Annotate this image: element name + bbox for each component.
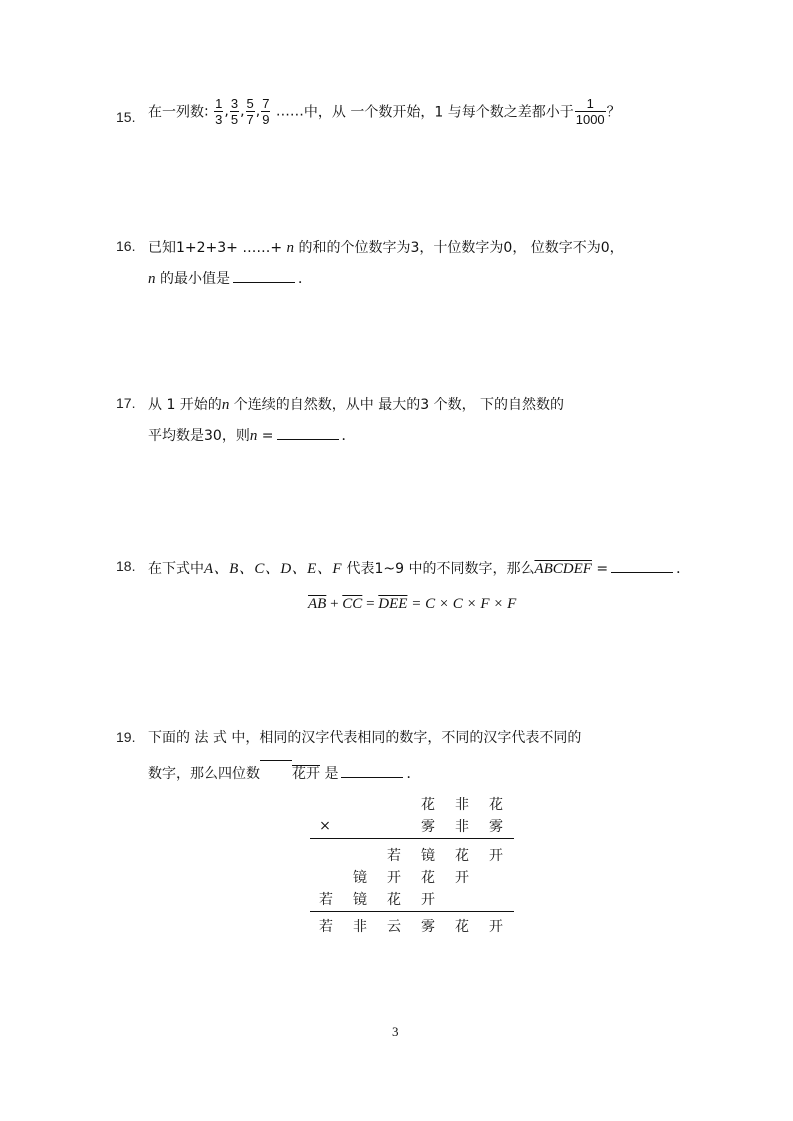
q19-line2-a: 数字，那么四位数 (148, 766, 260, 782)
mult-partial3-cell: 开 (421, 892, 435, 908)
mult-partial3-cell: 花 (387, 892, 401, 908)
q15-ellipsis: …… (275, 103, 304, 120)
q19-line2-b: 是 (324, 766, 339, 782)
question-number-19: 19. (116, 729, 136, 745)
q17-answer-blank[interactable] (277, 428, 339, 440)
q19-line2-over: 花开 (292, 766, 320, 782)
q17-line2-eq: = (261, 428, 274, 444)
eq-term-ab: $\overline{AB}$ (308, 596, 327, 612)
q17-line1-b: 个连续的自然数，从中 最大的3 个数， 下的自然数的 (233, 397, 565, 413)
q16-line1-a: 已知1+2+3+ ……+ (148, 240, 283, 256)
q15-colon: : (204, 103, 209, 120)
q18-middle: 代表1~9 中的不同数字，那么 (346, 561, 535, 577)
question-19-line-1: 下面的 法 式 中，相同的汉字代表相同的数字，不同的汉字代表不同的 (148, 730, 582, 746)
mult-partial1-cell: 开 (489, 848, 503, 864)
q15-suffix: ？ (606, 104, 621, 121)
eq-rest: = C × C × F × F (411, 596, 517, 612)
mult-row2-cell: 雾 (489, 819, 503, 835)
mult-partial2-cell: 镜 (353, 870, 367, 886)
mult-row1-cell: 花 (421, 797, 435, 813)
mult-result-cell: 非 (353, 919, 367, 935)
q17-line2-end: ． (341, 428, 356, 444)
q15-comma: , (240, 103, 245, 120)
q18-eq: = (596, 561, 609, 577)
q15-fraction-1: $\frac{1}{3}$ (215, 96, 223, 127)
q16-line1-b: 的和的个位数字为3，十位数字为0， 位数字不为0， (298, 240, 624, 256)
q16-var-n: n (286, 240, 295, 256)
question-17-line-1 (148, 394, 564, 414)
q18-end: ． (676, 561, 691, 577)
eq-term-dee: $\overline{DEE}$ (378, 596, 408, 612)
q15-fraction-4: $\frac{7}{9}$ (262, 96, 270, 127)
mult-row2-cell: 非 (455, 819, 469, 835)
mult-partial2-cell: 开 (387, 870, 401, 886)
question-15-text (148, 96, 621, 127)
mult-rule-2 (310, 911, 514, 912)
mult-partial2-cell: 开 (455, 870, 469, 886)
question-18-equation (308, 596, 516, 613)
q18-prefix: 在下式中 (148, 561, 204, 577)
question-17-line-2 (148, 425, 356, 445)
q19-overline-gap (260, 760, 292, 761)
q15-prefix: 在一列数 (148, 104, 204, 121)
question-number-17: 17. (116, 395, 136, 411)
q19-answer-blank[interactable] (341, 766, 403, 778)
mult-partial3-cell: 若 (319, 892, 333, 908)
q17-var-n-2: n (249, 428, 258, 444)
question-number-18: 18. (116, 558, 136, 574)
question-18-line-1 (148, 557, 690, 578)
mult-partial1-cell: 若 (387, 848, 401, 864)
q17-line2-a: 平均数是30，则 (148, 428, 250, 444)
mult-result-cell: 云 (387, 919, 401, 935)
question-number-16: 16. (116, 238, 136, 254)
eq-equals: = (366, 596, 375, 612)
mult-partial3-cell: 镜 (353, 892, 367, 908)
question-16-line-2 (148, 268, 312, 288)
q15-fraction-3: $\frac{5}{7}$ (246, 96, 254, 127)
q16-line2-b: 的最小值是 (159, 271, 230, 287)
q15-middle: 中，从 一个数开始，1 与每个数之差都小于 (303, 104, 574, 121)
q18-answer-blank[interactable] (611, 561, 673, 573)
mult-row1-cell: 非 (455, 797, 469, 813)
mult-result-cell: 开 (489, 919, 503, 935)
q17-var-n: n (221, 397, 230, 413)
mult-partial1-cell: 花 (455, 848, 469, 864)
q17-line1-a: 从 1 开始的 (148, 397, 222, 413)
mult-rule-1 (310, 838, 514, 839)
eq-plus: + (330, 596, 339, 612)
question-16-line-1 (148, 237, 624, 257)
mult-result-cell: 若 (319, 919, 333, 935)
mult-result-cell: 雾 (421, 919, 435, 935)
q16-var-n-2: n (148, 271, 156, 287)
question-19-line-2 (148, 763, 420, 783)
page-number: 3 (392, 1024, 399, 1039)
mult-partial1-cell: 镜 (421, 848, 435, 864)
question-number-15: 15. (116, 109, 136, 125)
q18-overline-term: ABCDEF (534, 561, 592, 577)
q15-fraction-2: $\frac{3}{5}$ (230, 96, 239, 127)
mult-result-cell: 花 (455, 919, 469, 935)
mult-row1-cell: 花 (489, 797, 503, 813)
eq-term-cc: $\overline{CC}$ (342, 596, 363, 612)
q16-answer-blank[interactable] (233, 271, 295, 283)
q15-bound-fraction: $\frac{1}{1000}$ (575, 96, 605, 127)
q15-comma: , (255, 103, 261, 120)
mult-partial2-cell: 花 (421, 870, 435, 886)
times-sign: × (319, 818, 331, 834)
multiplication-puzzle (308, 794, 514, 944)
q15-comma: , (224, 103, 229, 120)
mult-row2-cell: 雾 (421, 819, 435, 835)
q19-line2-end: ． (406, 766, 421, 782)
q18-letters: A、B、C、D、E、F (204, 561, 342, 577)
q16-line2-end: ． (297, 271, 312, 287)
